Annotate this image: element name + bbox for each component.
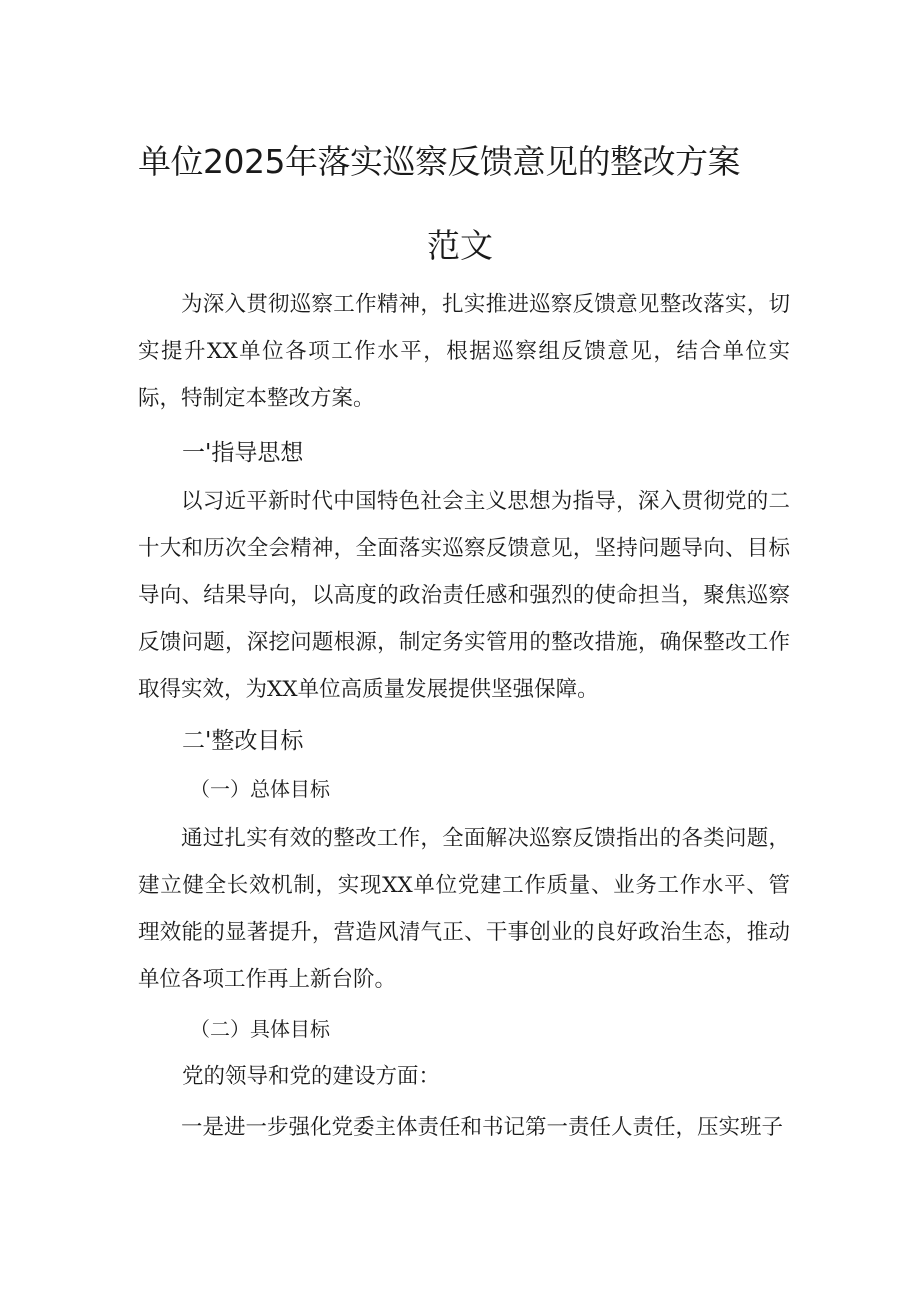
subsection-heading-specific-goals: （二）具体目标 xyxy=(190,1017,330,1041)
guiding-thought-paragraph: 以习近平新时代中国特色社会主义思想为指导，深入贯彻党的二十大和历次全会精神，全面落实巡察反馈意见，坚持问题导向、目标导向、结果导向，以高度的政治责任感和强烈的使命担当，聚焦巡察反馈问题，深挖问题根源，制定务实管用的整改措施，确保整改工作取得实效，为XX单位高质量发展提供坚强保障。 xyxy=(138,489,790,702)
document-title: 单位2025年落实巡察反馈意见的整改方案 xyxy=(138,142,740,181)
item-line-container xyxy=(138,1104,790,1151)
section-heading-guiding-thought: 一'指导思想 xyxy=(182,440,304,466)
area-label-party-leadership: 党的领导和党的建设方面： xyxy=(182,1064,441,1089)
specific-goal-item-1: 一是进一步强化党委主体责任和书记第一责任人责任，压实班子 xyxy=(181,1115,784,1140)
section-heading-rectification-goals: 二'整改目标 xyxy=(182,728,304,754)
intro-paragraph: 为深入贯彻巡察工作精神，扎实推进巡察反馈意见整改落实，切实提升XX单位各项工作水平，根据巡察组反馈意见，结合单位实际，特制定本整改方案。 xyxy=(138,292,790,411)
overall-goal-paragraph: 通过扎实有效的整改工作，全面解决巡察反馈指出的各类问题，建立健全长效机制，实现XX单位党建工作质量、业务工作水平、管理效能的显著提升，营造风清气正、干事创业的良好政治生态，推动单位各项工作再上新台阶。 xyxy=(138,826,790,992)
document-subtitle: 范文 xyxy=(427,226,493,265)
subsection-heading-overall-goal: （一）总体目标 xyxy=(190,777,330,801)
